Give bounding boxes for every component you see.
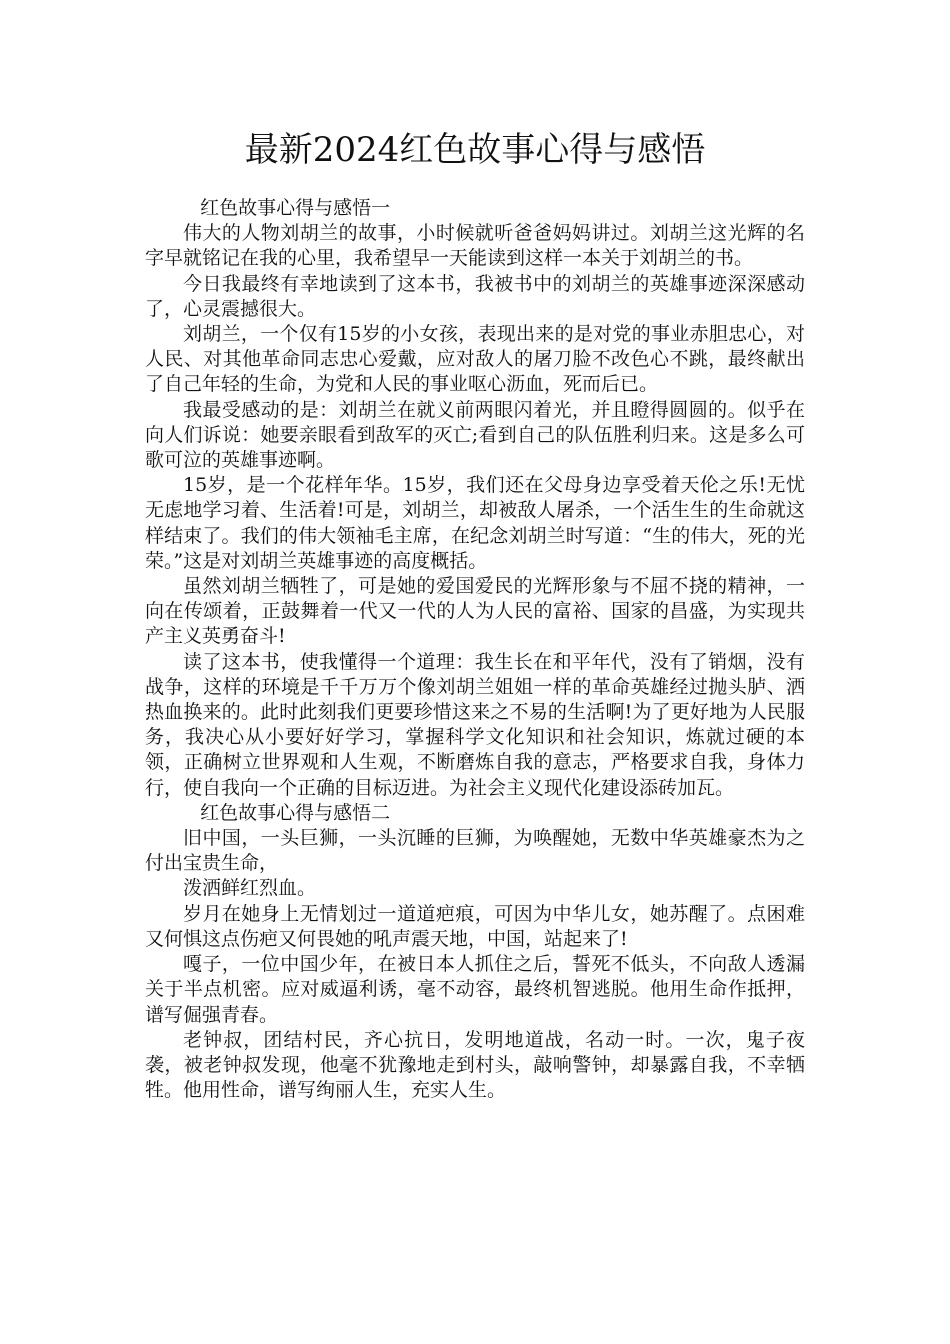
body-paragraph: 虽然刘胡兰牺牲了，可是她的爱国爱民的光辉形象与不屈不挠的精神，一向在传颂着，正鼓舞着一代又一代的人为人民的富裕、国家的昌盛，为实现共产主义英勇奋斗! [145,575,805,648]
body-paragraph: 读了这本书，使我懂得一个道理：我生长在和平年代，没有了销烟，没有战争，这样的环境是千千万万个像刘胡兰姐姐一样的革命英雄经过抛头胪、洒热血换来的。此时此刻我们更要珍惜这来之不易的生活啊!为了更好地为人民服务，我决心从小要好好学习，掌握科学文化知识和社会知识，炼就过硬的本领，正确树立世界观和人生观，不断磨炼自我的意志，严格要求自我，身体力行，使自我向一个正确的目标迈进。为社会主义现代化建设添砖加瓦。 [145,650,805,799]
body-paragraph: 老钟叔，团结村民，齐心抗日，发明地道战，名动一时。一次，鬼子夜袭，被老钟叔发现，他毫不犹豫地走到村头，敲响警钟，却暴露自我，不幸牺牲。他用性命，谱写绚丽人生，充实人生。 [145,1028,805,1102]
body-paragraph: 刘胡兰，一个仅有15岁的小女孩，表现出来的是对党的事业赤胆忠心，对人民、对其他革命同志忠心爱戴，应对敌人的屠刀脸不改色心不跳，最终献出了自己年轻的生命，为党和人民的事业呕心沥血，死而后已。 [145,323,805,396]
body-paragraph: 岁月在她身上无情划过一道道疤痕，可因为中华儿女，她苏醒了。点困难又何惧这点伤疤又何畏她的吼声震天地，中国，站起来了! [145,902,805,950]
body-paragraph: 嘎子，一位中国少年，在被日本人抓住之后，誓死不低头，不向敌人透漏关于半点机密。应对威逼利诱，毫不动容，最终机智逃脱。他用生命作抵押，谱写倔强青春。 [145,953,805,1026]
body-paragraph: 今日我最终有幸地读到了这本书，我被书中的刘胡兰的英雄事迹深深感动了，心灵震撼很大。 [145,272,805,320]
body-paragraph: 伟大的人物刘胡兰的故事，小时候就听爸爸妈妈讲过。刘胡兰这光辉的名字早就铭记在我的心里，我希望早一天能读到这样一本关于刘胡兰的书。 [145,222,805,270]
section-heading: 红色故事心得与感悟一 [200,197,391,219]
body-paragraph: 我最受感动的是：刘胡兰在就义前两眼闪着光，并且瞪得圆圆的。似乎在向人们诉说：她要亲眼看到敌军的灭亡;看到自己的队伍胜利归来。这是多么可歌可泣的英雄事迹啊。 [145,398,805,472]
body-paragraph: 旧中国，一头巨狮，一头沉睡的巨狮，为唤醒她，无数中华英雄豪杰为之付出宝贵生命， [145,827,805,875]
body-paragraph: 15岁，是一个花样年华。15岁，我们还在父母身边享受着天伦之乐!无忧无虑地学习着、生活着!可是，刘胡兰，却被敌人屠杀，一个活生生的生命就这样结束了。我们的伟大领袖毛主席，在纪念刘胡兰时写道：“生的伟大，死的光荣。”这是对刘胡兰英雄事迹的高度概括。 [145,474,805,572]
body-paragraph: 泼洒鲜红烈血。 [183,877,317,900]
section-heading: 红色故事心得与感悟二 [200,801,391,824]
document-title: 最新2024红色故事心得与感悟 [244,130,706,170]
document-body [145,196,805,1103]
